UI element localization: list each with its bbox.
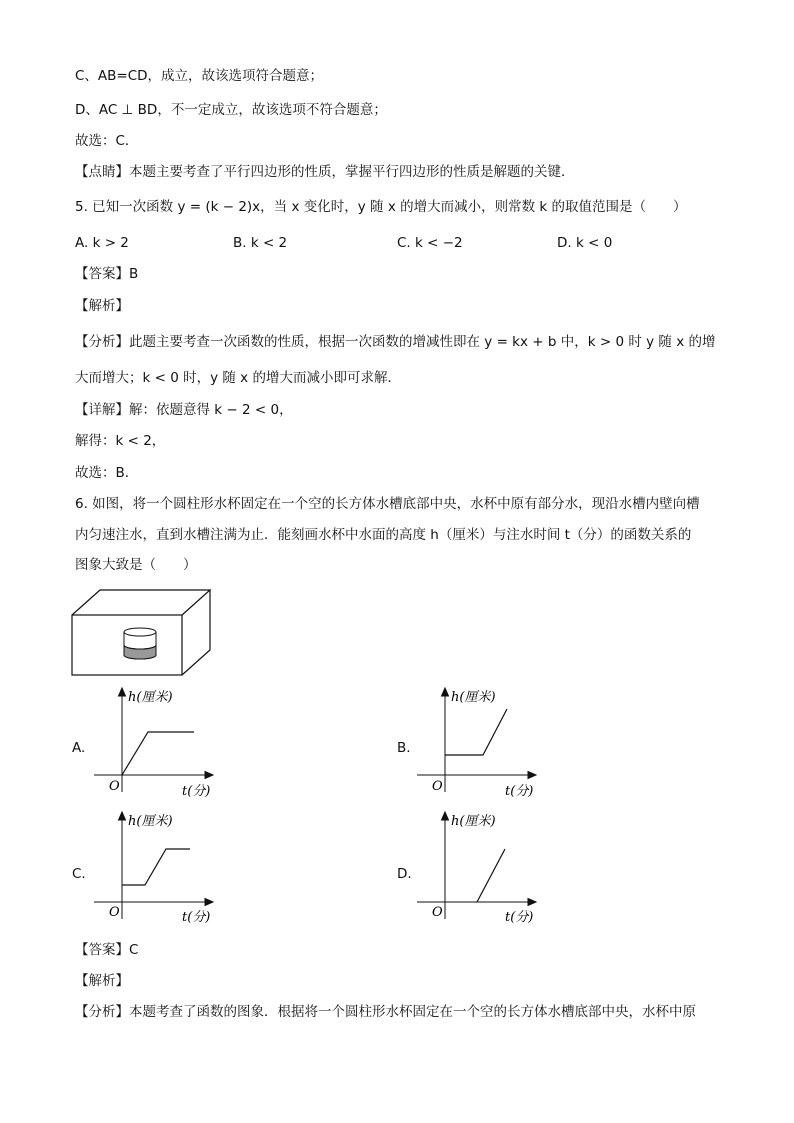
water-tank-figure xyxy=(70,587,220,679)
graph-d-label: D. xyxy=(397,866,412,882)
q5-option-b: B. k < 2 xyxy=(233,235,288,251)
answer-5: 【答案】B xyxy=(75,266,139,282)
q5-option-d: D. k < 0 xyxy=(557,235,613,251)
graph-c-ylabel: h(厘米) xyxy=(128,814,173,829)
graph-d-origin: O xyxy=(432,905,443,920)
choice-5: 故选：B． xyxy=(75,465,139,481)
analysis-5-line2: 大而增大；k < 0 时，y 随 x 的增大而减小即可求解． xyxy=(75,370,401,386)
question-6-line1: 6. 如图，将一个圆柱形水杯固定在一个空的长方体水槽底部中央，水杯中原有部分水，现沿水槽内壁向槽 xyxy=(75,496,700,512)
graph-a xyxy=(90,682,230,802)
graph-b-origin: O xyxy=(432,779,443,794)
analysis-heading-5: 【解析】 xyxy=(75,298,129,314)
graph-d-ylabel: h(厘米) xyxy=(451,814,496,829)
option-d-conclusion: D、AC ⊥ BD，不一定成立，故该选项不符合题意； xyxy=(75,102,387,118)
graph-d xyxy=(413,806,553,926)
choice-result: 故选：C． xyxy=(75,133,139,149)
analysis-5-line1: 【分析】此题主要考查一次函数的性质，根据一次函数的增减性即在 y = kx + b 中，k > 0 时 y 随 x 的增 xyxy=(75,334,716,350)
q5-option-c: C. k < −2 xyxy=(397,235,463,251)
analysis-6-line1: 【分析】本题考查了函数的图象．根据将一个圆柱形水杯固定在一个空的长方体水槽底部中央，水杯中原 xyxy=(75,1004,696,1020)
question-5: 5. 已知一次函数 y = (k − 2)x，当 x 变化时，y 随 x 的增大而减小，则常数 k 的取值范围是（ ） xyxy=(75,199,687,215)
graph-c-origin: O xyxy=(109,905,120,920)
graph-c-xlabel: t(分) xyxy=(182,910,211,925)
graph-c xyxy=(90,806,230,926)
graph-a-label: A. xyxy=(72,740,86,756)
graph-a-xlabel: t(分) xyxy=(182,784,211,799)
graph-a-origin: O xyxy=(109,779,120,794)
graph-b-xlabel: t(分) xyxy=(505,784,534,799)
cup-icon xyxy=(124,628,156,659)
solution-5: 解得：k < 2， xyxy=(75,433,166,449)
comment-dianjing: 【点睛】本题主要考查了平行四边形的性质，掌握平行四边形的性质是解题的关键． xyxy=(75,164,575,180)
option-c-conclusion: C、AB=CD，成立，故该选项符合题意； xyxy=(75,68,324,84)
graph-a-ylabel: h(厘米) xyxy=(128,690,173,705)
question-6-line2: 内匀速注水，直到水槽注满为止．能刻画水杯中水面的高度 h（厘米）与注水时间 t（分）的函数关系的 xyxy=(75,527,692,543)
answer-6: 【答案】C xyxy=(75,942,139,958)
analysis-heading-6: 【解析】 xyxy=(75,973,129,989)
question-6-line3: 图象大致是（ ） xyxy=(75,557,197,573)
graph-d-xlabel: t(分) xyxy=(505,910,534,925)
q5-option-a: A. k > 2 xyxy=(75,235,129,251)
graph-b-label: B. xyxy=(397,740,411,756)
graph-b-ylabel: h(厘米) xyxy=(451,690,496,705)
detail-5: 【详解】解：依题意得 k − 2 < 0， xyxy=(75,402,293,418)
graph-c-label: C. xyxy=(72,866,86,882)
graph-b xyxy=(413,682,553,802)
